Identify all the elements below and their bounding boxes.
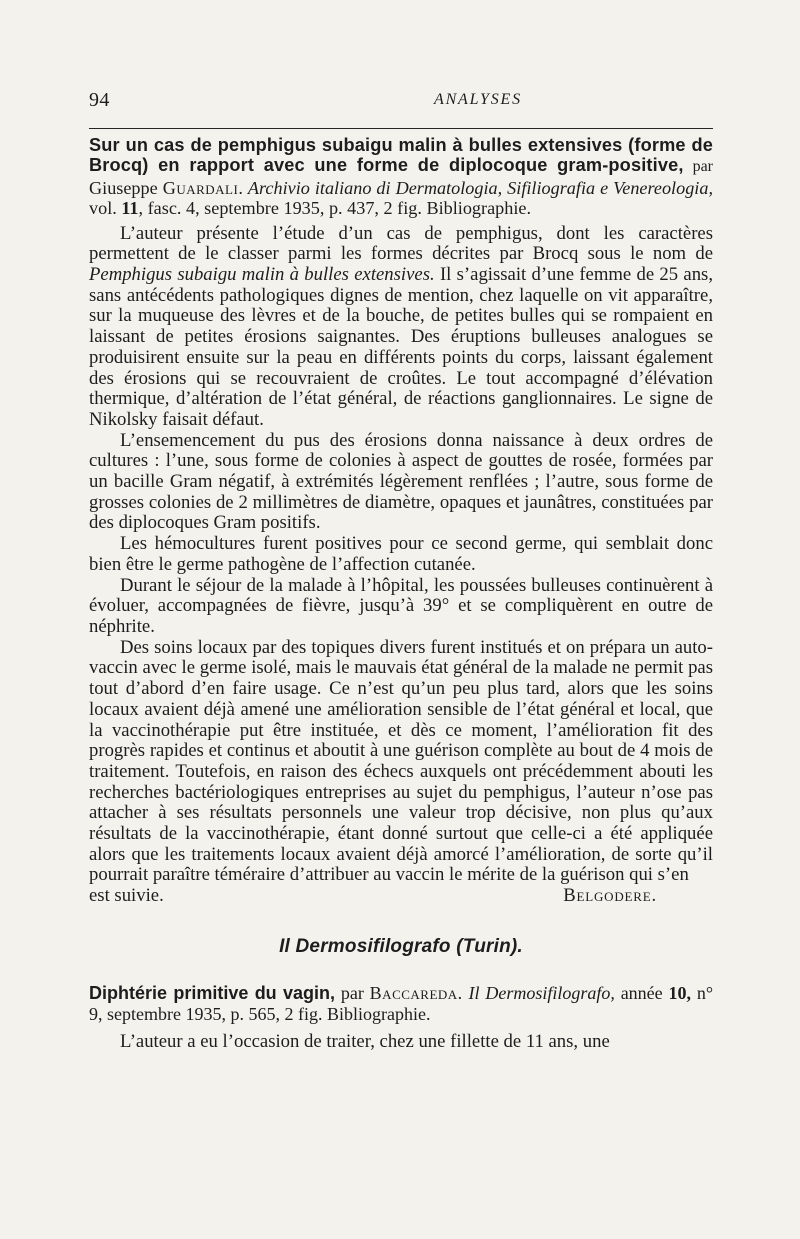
article-2-year-label: année <box>620 982 663 1003</box>
article-2-author: Baccareda. <box>369 982 463 1003</box>
article-1-signature: Belgodere. <box>563 885 657 907</box>
article-1-by: par <box>692 158 714 176</box>
article-1-volume-label: vol. <box>89 198 117 219</box>
article-1-citation-rest: , fasc. 4, septembre 1935, p. 437, 2 fig. Bibliographie. <box>138 198 532 219</box>
article-1-paragraph-3: Les hémocultures furent positives pour ce second germe, qui semblait donc bien être le germe pathogène de l’affection cutanée. <box>89 533 713 575</box>
page-number: 94 <box>89 89 110 111</box>
article-1-volume-number: 11 <box>121 198 139 219</box>
article-1-heading: Sur un cas de pemphigus subaigu malin à bulles extensives (forme de Brocq) en rapport avec une forme de diplocoque gram-positive, par Giuseppe Guardali. Archivio italiano di Dermatologia, Sifiliografia e Venereologia, vol. 11, fasc. 4, septembre 1935, p. 437, 2 fig. Bibliographie. <box>89 135 714 219</box>
document-content <box>89 135 713 1053</box>
paragraph-1-text-b: Il s’agissait d’une femme de 25 ans, sans antécédents pathologiques dignes de mention, chez laquelle on vit apparaître, sur la muqueuse des lèvres et de la bouche, de petites bulles qui se rompaient en laissant de petites érosions saignantes. Des éruptions bulleuses analogues se produisirent ensuite sur la peau en différents points du corps, laissant également des érosions qui se recouvraient de croûtes. Le tout accompagné d’élévation thermique, d’altération de l’état général, de réactions ganglionnaires. Le signe de Nikolsky faisait défaut. <box>89 264 713 430</box>
article-2-heading <box>89 983 713 1025</box>
article-1-paragraph-2: L’ensemencement du pus des érosions donna naissance à deux ordres de cultures : l’une, sous forme de colonies à aspect de gouttes de rosée, formées par un bacille Gram négatif, à extrémités légèrement renflées ; l’autre, sous forme de grosses colonies de 2 millimètres de diamètre, opaques et jaunâtres, constituées par des diplocoques Gram positifs. <box>89 429 713 534</box>
page-header <box>89 90 713 118</box>
article-1-paragraph-5: Des soins locaux par des topiques divers furent institués et on prépara un auto-vaccin avec le germe isolé, mais le mauvais état général de la malade ne permit pas tout d’abord d’en faire usage. Ce n’est qu’un peu plus tard, alors que les soins locaux avaient déjà amené une amélioration sensible de l’état général et local, que la vaccinothérapie put être instituée, et dès ce moment, l’amélioration fit des progrès rapides et continus et aboutit à une guérison complète au bout de 4 mois de traitement. Toutefois, en raison des échecs auxquels ont précédemment abouti les recherches bactériologiques entreprises au sujet du pemphigus, l’auteur n’ose pas attacher à ses résultats personnels une valeur trop décisive, non plus qu’aux résultats de la vaccinothérapie, étant donné surtout que celle-ci a été appliquée alors que les traitements locaux avaient déjà amorcé l’amélioration, de sorte qu’il pourrait paraître téméraire d’attribuer au vaccin le mérite de la guérison qui s’en <box>89 636 713 886</box>
article-2-citation-rest: 9, septembre 1935, p. 565, 2 fig. Bibliographie. <box>89 1003 431 1024</box>
article-1-paragraph-1 <box>89 224 713 431</box>
article-1-author-first: Giuseppe <box>89 177 158 198</box>
article-2-issue-label: n° <box>696 982 714 1003</box>
signature-line <box>89 886 713 907</box>
article-1-journal: Archivio italiano di Dermatologia, Sifiliografia e Venereologia, <box>247 177 713 198</box>
paragraph-1-text-a: L’auteur présente l’étude d’un cas de pemphigus, dont les caractères permettent de le classer parmi les formes décrites par Brocq sous le nom de <box>89 222 713 265</box>
disease-name: Pemphigus subaigu malin à bulles extensives. <box>89 264 435 286</box>
article-2-journal: Il Dermosifilografo, <box>468 982 615 1003</box>
article-2-title: Diphtérie primitive du vagin, <box>89 982 336 1003</box>
article-2-by: par <box>340 982 364 1003</box>
article-1-author-last: Guardali <box>162 177 239 198</box>
article-1-title: Sur un cas de pemphigus subaigu malin à bulles extensives (forme de Brocq) en rapport avec une forme de diplocoque gram-positive, <box>89 135 713 176</box>
running-head: ANALYSES <box>434 91 522 108</box>
article-1-last-line: est suivie. <box>89 885 164 907</box>
journal-section-heading: Il Dermosifilografo (Turin). <box>279 935 523 957</box>
header-rule <box>89 128 713 129</box>
article-2-paragraph: L’auteur a eu l’occasion de traiter, chez une fillette de 11 ans, une <box>120 1030 610 1052</box>
article-2-year-number: 10, <box>668 982 691 1003</box>
article-1-paragraph-4: Durant le séjour de la malade à l’hôpital, les poussées bulleuses continuèrent à évoluer, accompagnées de fièvre, jusqu’à 39° et se compliquèrent en outre de néphrite. <box>89 574 713 637</box>
